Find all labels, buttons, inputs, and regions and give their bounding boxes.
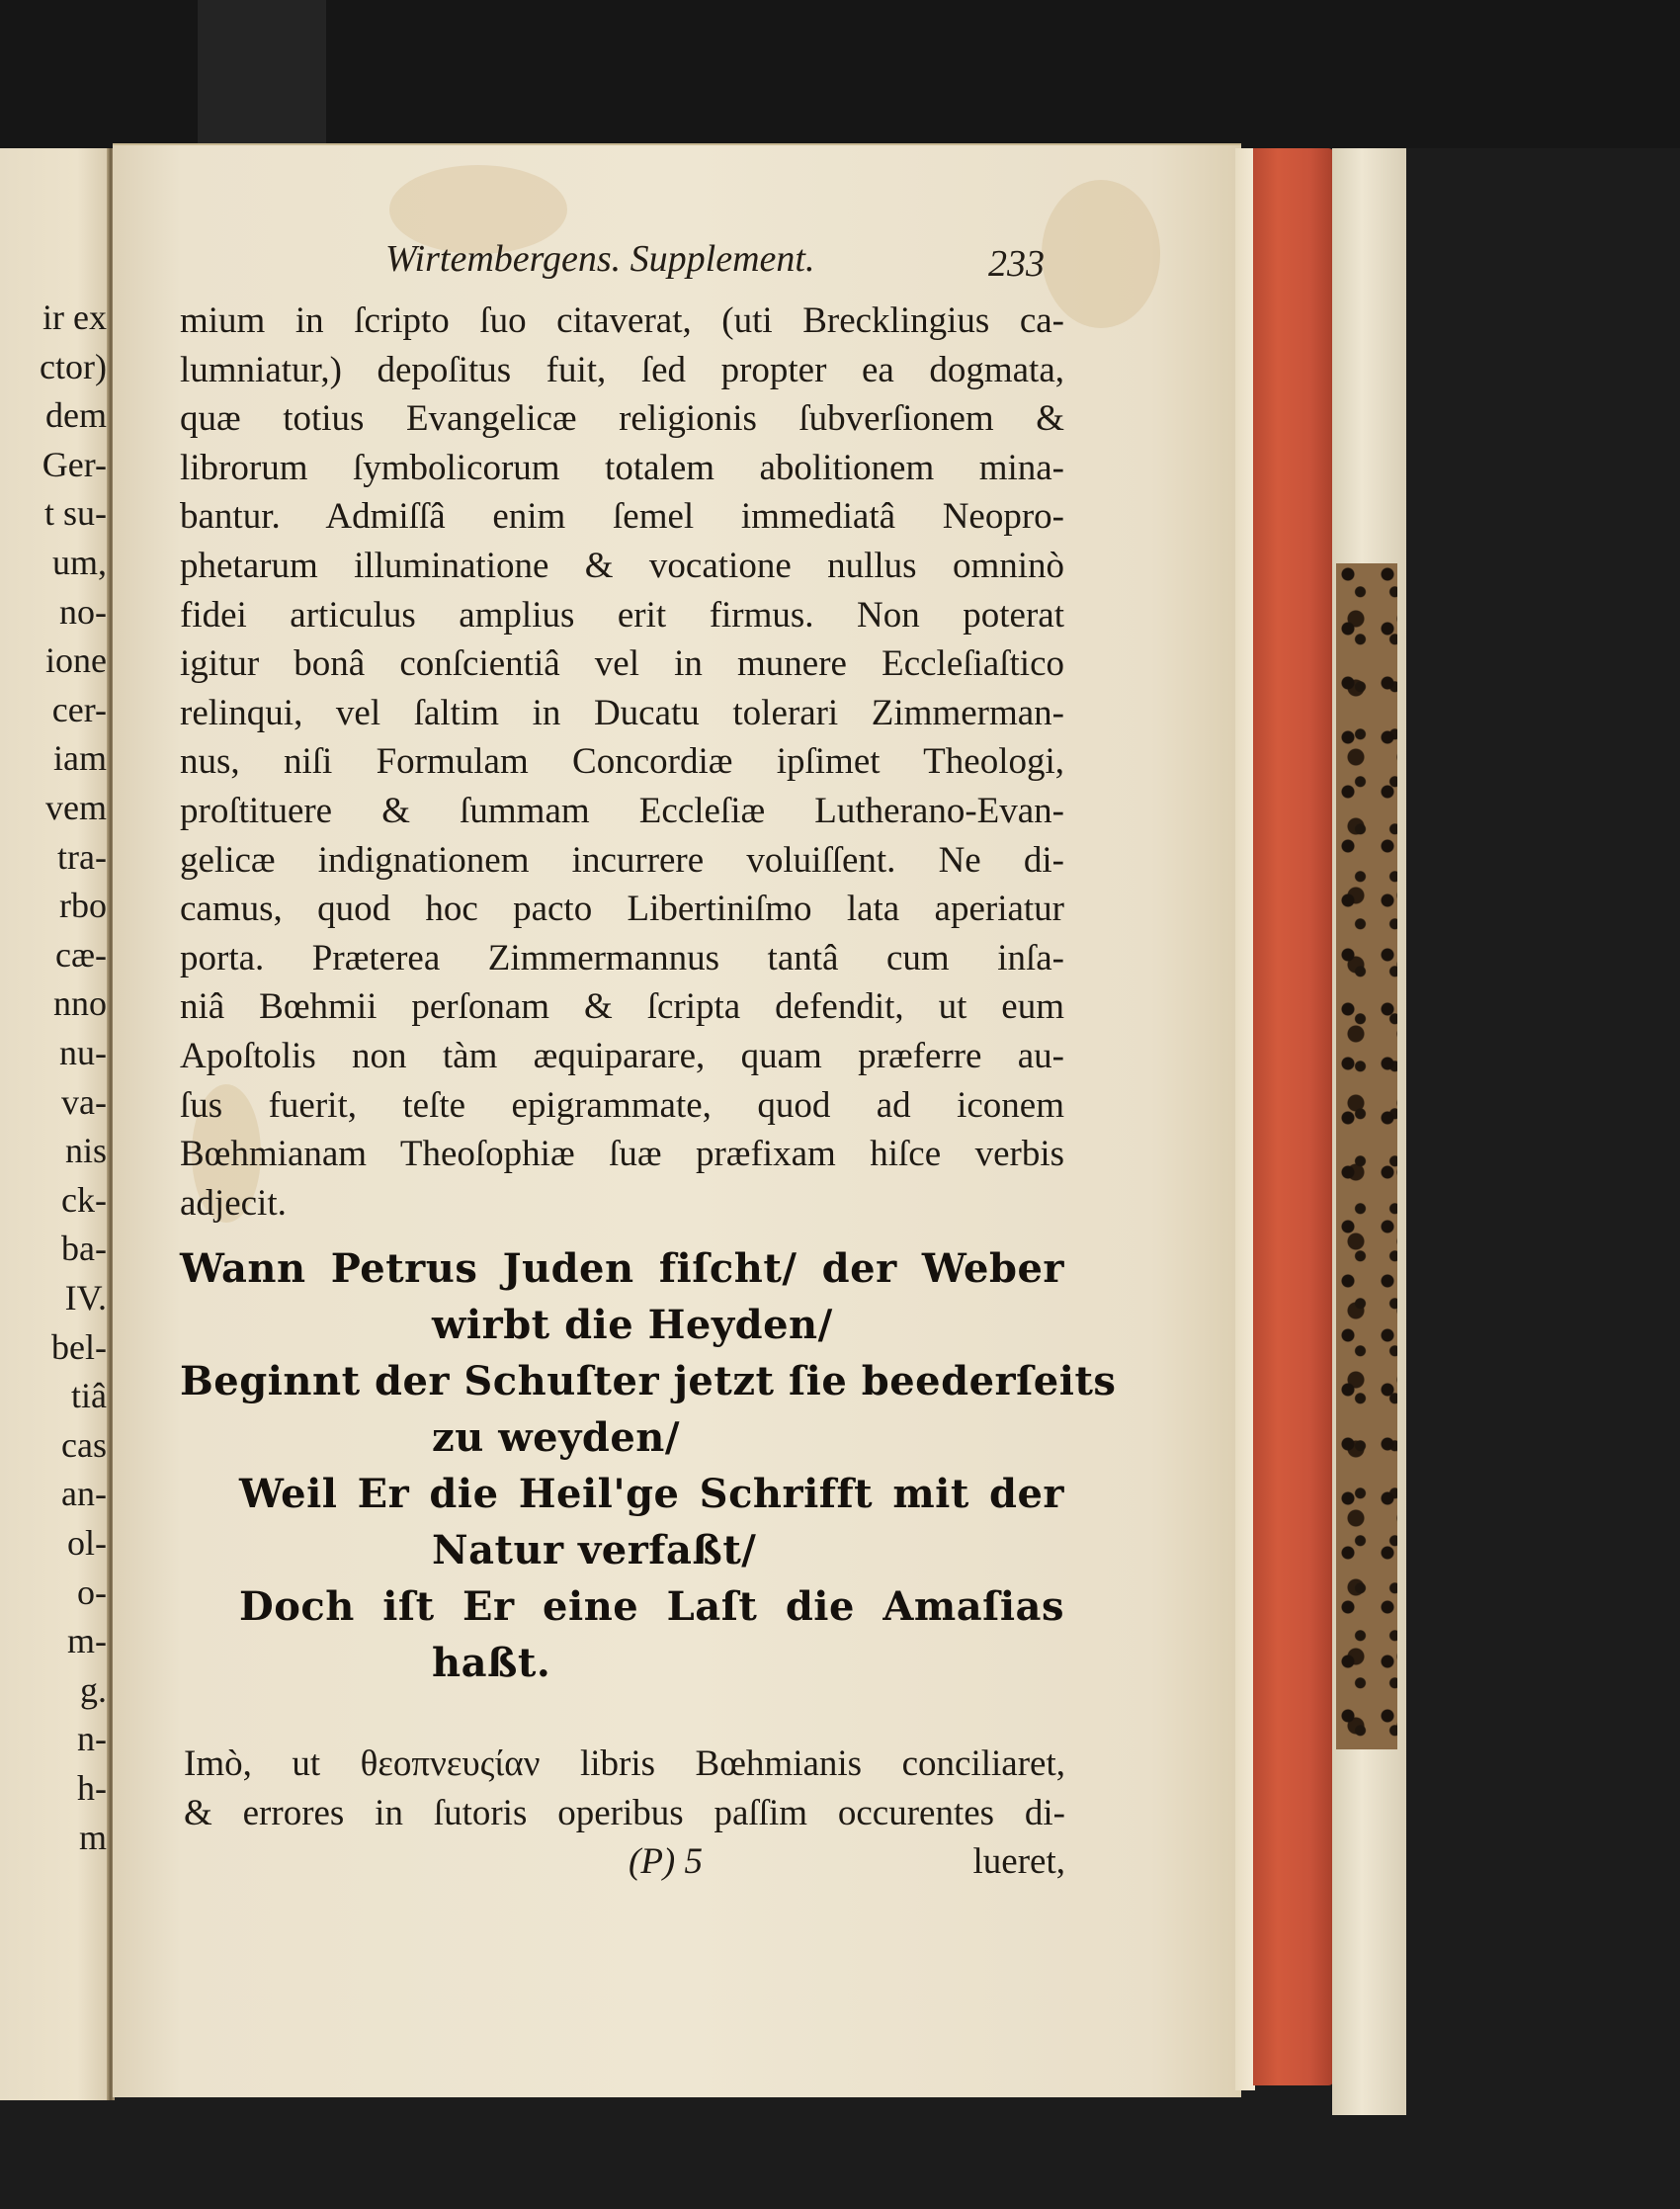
left-page-line: an- — [61, 1474, 107, 1514]
text-line: nus, niſi Formulam Concordiæ ipſimet Theologi, — [180, 741, 1064, 783]
background-shadow — [198, 0, 326, 148]
left-page-line: no- — [59, 591, 107, 632]
running-head: Wirtembergens. Supplement. — [385, 238, 815, 280]
left-page-line: t su- — [44, 493, 107, 534]
left-page-line: nu- — [59, 1033, 107, 1072]
left-page-line: dem — [45, 395, 107, 436]
left-page-line: ctor) — [40, 346, 107, 386]
text-line: ſus fuerit, teſte epigrammate, quod ad iconem — [180, 1084, 1064, 1126]
closing-paragraph — [184, 1740, 1065, 1837]
left-page-line: g. — [80, 1669, 107, 1710]
left-page-line: o- — [77, 1572, 107, 1612]
text-line: bantur. Admiſſâ enim ſemel immediatâ Neopro- — [180, 496, 1064, 538]
text-line: lumniatur,) depoſitus fuit, ſed propter ea dogmata, — [180, 349, 1064, 390]
page-number: 233 — [988, 243, 1045, 285]
left-page-line: IV. — [64, 1278, 107, 1317]
left-page-line: bel- — [51, 1326, 107, 1367]
left-page-fragment — [0, 148, 111, 2100]
left-page-line: rbo — [59, 886, 107, 926]
verse-line: Natur verfaßt/ — [432, 1527, 757, 1573]
verse-line: Weil Er die Heil'ge Schrifft mit der — [239, 1471, 1064, 1517]
red-page-edges — [1253, 148, 1334, 2085]
left-page-line: ck- — [61, 1179, 107, 1220]
text-line: & errores in ſutoris operibus paſſim occurentes di- — [184, 1792, 1065, 1833]
left-page-line: ir ex — [42, 297, 107, 337]
left-page-line: cæ- — [55, 934, 107, 975]
left-page-line: cas — [61, 1424, 107, 1465]
text-line: Apoſtolis non tàm æquiparare, quam præferre au- — [180, 1035, 1064, 1076]
left-page-line: h- — [77, 1768, 107, 1808]
left-page-line: ione — [45, 640, 107, 681]
left-page-line: cer- — [51, 689, 107, 729]
left-page-line: m- — [67, 1621, 107, 1661]
verse-line: Beginnt der Schuſter jetzt ſie beederſeits — [180, 1358, 1117, 1404]
verse-line: Doch iſt Er eine Laſt die Amaſias — [239, 1583, 1064, 1630]
text-line: proſtituere & ſummam Eccleſiæ Lutherano-Evan- — [180, 790, 1064, 831]
left-page-line: n- — [77, 1719, 107, 1759]
footer-line — [184, 1840, 1065, 1889]
text-line: adjecit. — [180, 1182, 287, 1224]
text-line: igitur bonâ conſcientiâ vel in munere Eccleſiaſtico — [180, 643, 1064, 685]
left-page-line: ba- — [61, 1229, 107, 1269]
left-page-line: nis — [64, 1131, 107, 1171]
text-line: camus, quod hoc pacto Libertiniſmo lata aperiatur — [180, 889, 1064, 930]
verse-line: Wann Petrus Juden fiſcht/ der Weber — [180, 1245, 1064, 1292]
left-page-line: Ger- — [42, 444, 107, 484]
catchword: lueret, — [972, 1841, 1065, 1882]
text-line: fidei articulus amplius erit firmus. Non poterat — [180, 594, 1064, 636]
left-page-line: vem — [45, 788, 107, 827]
left-page-line: m — [78, 1817, 107, 1857]
left-page-line: nno — [53, 983, 107, 1024]
text-line: gelicæ indignationem incurrere voluiſſent. Ne di- — [180, 839, 1064, 881]
left-page-line: um, — [51, 543, 107, 582]
text-line: Bœhmianam Theoſophiæ ſuæ præfixam hiſce verbis — [180, 1134, 1064, 1175]
text-line: librorum ſymbolicorum totalem abolitionem mina- — [180, 447, 1064, 488]
text-line: porta. Præterea Zimmermannus tantâ cum inſa- — [180, 937, 1064, 978]
marbled-cover — [1336, 563, 1397, 1749]
left-page-line: iam — [53, 738, 107, 779]
left-page-line: tra- — [57, 836, 107, 877]
verse-line: zu weyden/ — [432, 1414, 680, 1461]
signature-mark: (P) 5 — [629, 1841, 703, 1882]
page-block-edge — [1235, 148, 1255, 2090]
left-page-line: va- — [61, 1081, 107, 1122]
text-line: phetarum illuminatione & vocatione nullus omninò — [180, 545, 1064, 586]
text-line: mium in ſcripto ſuo citaverat, (uti Brecklingius ca- — [180, 300, 1064, 341]
left-page-line: ol- — [67, 1523, 107, 1563]
text-line: relinqui, vel ſaltim in Ducatu tolerari Zimmerman- — [180, 692, 1064, 733]
text-line: Imò, ut θεοπνευςίαν libris Bœhmianis conciliaret, — [184, 1743, 1065, 1784]
text-line: niâ Bœhmii perſonam & ſcripta defendit, ut eum — [180, 986, 1064, 1028]
left-page-line: tiâ — [71, 1376, 107, 1416]
text-line: quæ totius Evangelicæ religionis ſubverſionem & — [180, 398, 1064, 440]
verse-line: wirbt die Heyden/ — [432, 1302, 833, 1348]
german-epigram — [180, 1245, 1117, 1696]
body-paragraph — [180, 297, 1064, 1228]
verse-line: haßt. — [432, 1640, 551, 1686]
